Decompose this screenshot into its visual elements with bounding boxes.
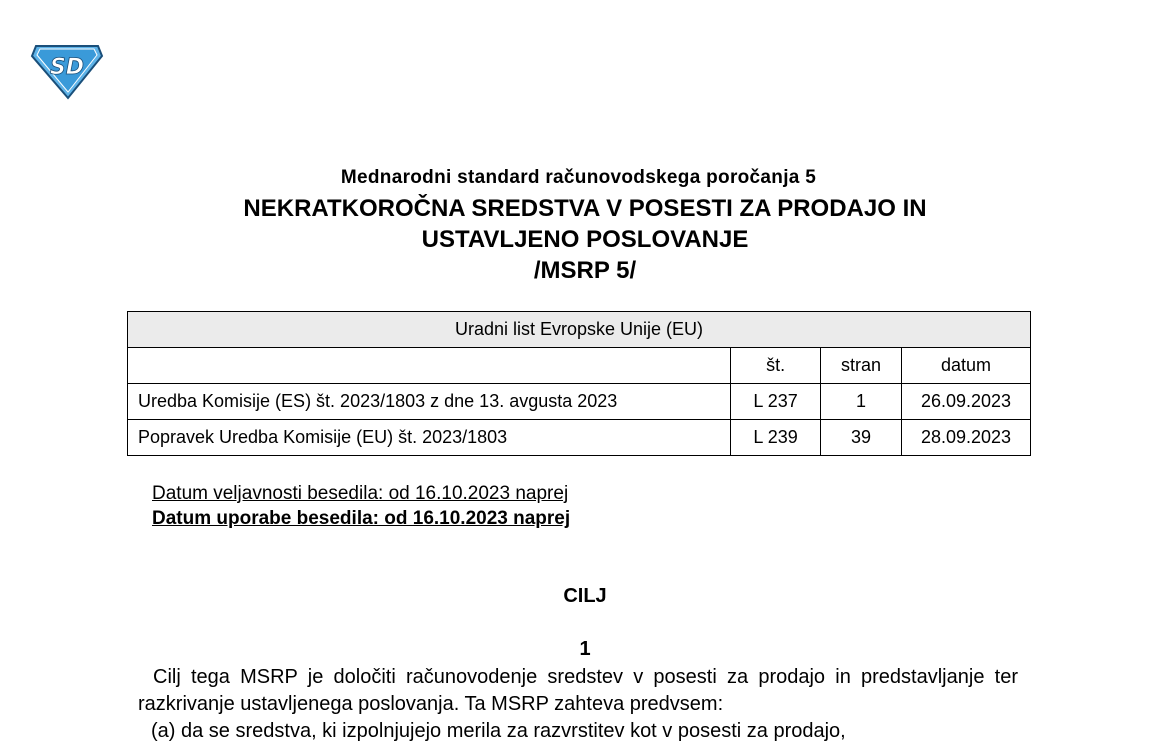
logo-icon xyxy=(30,40,104,100)
row-st: L 237 xyxy=(731,384,821,420)
row-st: L 239 xyxy=(731,420,821,456)
dates-block xyxy=(152,481,570,531)
row-desc: Uredba Komisije (ES) št. 2023/1803 z dne 13. avgusta 2023 xyxy=(128,384,731,420)
column-st: št. xyxy=(731,348,821,384)
document-subtitle: Mednarodni standard računovodskega poročanja 5 xyxy=(340,167,817,188)
official-journal-table xyxy=(127,311,1031,456)
validity-date: Datum veljavnosti besedila: od 16.10.2023 naprej xyxy=(152,483,569,504)
paragraph-text: Cilj tega MSRP je določiti računovodenje sredstev v posesti za prodajo in predstavljanje ter razkrivanje ustavljenega poslovanja. Ta MSRP zahteva predvsem: xyxy=(138,666,1018,715)
table-header-row xyxy=(128,312,1031,348)
application-date: Datum uporabe besedila: od 16.10.2023 naprej xyxy=(152,508,571,529)
paragraph-item-a: (a) da se sredstva, ki izpolnjujejo merila za razvrstitev kot v posesti za prodajo, xyxy=(151,720,846,742)
row-datum: 28.09.2023 xyxy=(902,420,1031,456)
column-stran: stran xyxy=(821,348,902,384)
table-header: Uradni list Evropske Unije (EU) xyxy=(128,312,1031,348)
title-line-3: /MSRP 5/ xyxy=(533,257,637,284)
document-title xyxy=(0,193,1157,286)
row-stran: 39 xyxy=(821,420,902,456)
title-line-2: USTAVLJENO POSLOVANJE xyxy=(421,226,749,253)
section-heading: CILJ xyxy=(563,585,607,607)
row-datum: 26.09.2023 xyxy=(902,384,1031,420)
paragraph-body xyxy=(138,664,1018,745)
table-column-row xyxy=(128,348,1031,384)
column-desc xyxy=(128,348,731,384)
column-datum: datum xyxy=(902,348,1031,384)
table-row xyxy=(128,420,1031,456)
table-row xyxy=(128,384,1031,420)
row-desc: Popravek Uredba Komisije (EU) št. 2023/1803 xyxy=(128,420,731,456)
row-stran: 1 xyxy=(821,384,902,420)
paragraph-number: 1 xyxy=(579,638,591,660)
logo-letters: SD xyxy=(49,55,85,80)
title-line-1: NEKRATKOROČNA SREDSTVA V POSESTI ZA PRODAJO IN xyxy=(243,195,927,222)
